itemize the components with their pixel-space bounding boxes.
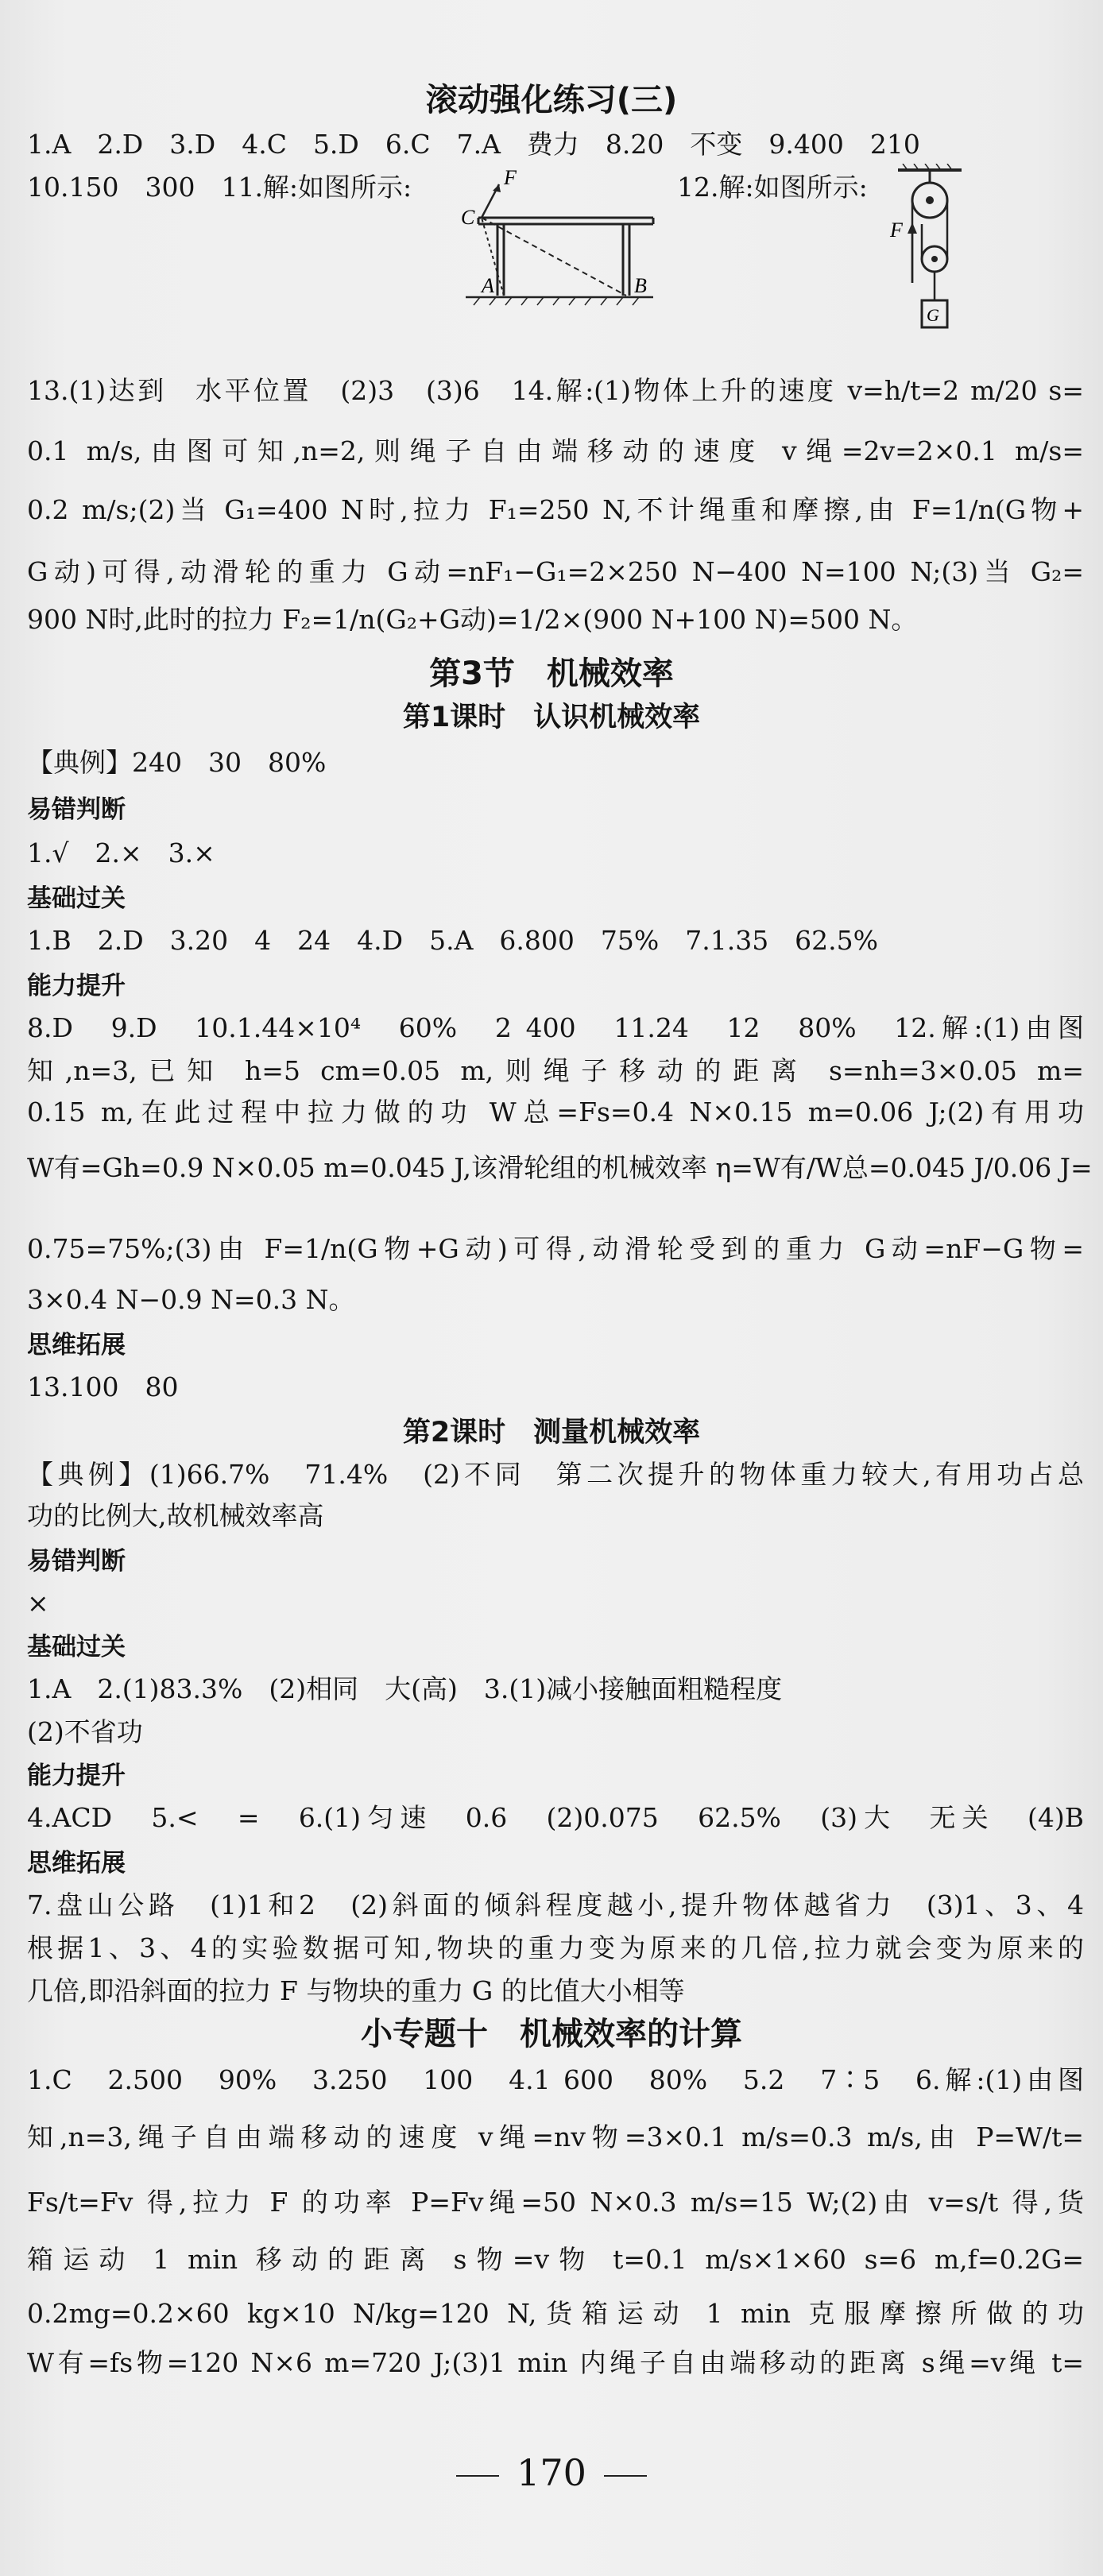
page-number: 170 bbox=[0, 2450, 1103, 2495]
topic-title: 小专题十 机械效率的计算 bbox=[361, 2016, 742, 2052]
figure-12-label-f: F bbox=[890, 219, 903, 242]
lesson-2-basics-line-1: 1.A 2.(1)83.3% (2)相同 大(高) 3.(1)减小接触面粗糙程度 bbox=[27, 1673, 783, 1704]
section-title: 第3节 机械效率 bbox=[429, 656, 674, 692]
heading-error-prone: 易错判断 bbox=[27, 795, 126, 824]
topic-line-1: 1.C 2.500 90% 3.250 100 4.1 600 80% 5.2 7∶5 6.解:(1)由图 bbox=[27, 2064, 1084, 2095]
q13-line-2: 0.1 m/s,由图可知,n=2,则绳子自由端移动的速度 v绳=2v=2×0.1 m/s= bbox=[27, 435, 1084, 466]
q13-line-1: 13.(1)达到 水平位置 (2)3 (3)6 14.解:(1)物体上升的速度 v=h/t=2 m/20 s= bbox=[27, 375, 1084, 406]
figure-11-label-f: F bbox=[504, 168, 517, 189]
heading-basics: 基础过关 bbox=[27, 884, 126, 913]
q13-line-5: 900 N时,此时的拉力 F₂=1/n(G₂+G动)=1/2×(900 N+100 N)=500 N。 bbox=[27, 604, 918, 635]
figure-12-diagram bbox=[882, 164, 969, 348]
lesson-1-basics-answers: 1.B 2.D 3.20 4 24 4.D 5.A 6.800 75% 7.1.35 62.5% bbox=[27, 925, 879, 956]
heading-thinking: 思维拓展 bbox=[27, 1331, 126, 1360]
lesson-1-thinking-answers: 13.100 80 bbox=[27, 1371, 179, 1402]
heading-thinking-2: 思维拓展 bbox=[27, 1849, 126, 1878]
heading-ability-2: 能力提升 bbox=[27, 1762, 126, 1790]
lesson-1-ability-line-1: 8.D 9.D 10.1.44×10⁴ 60% 2 400 11.24 12 80% 12.解:(1)由图 bbox=[27, 1012, 1084, 1043]
lesson-2-error-prone-answers: × bbox=[27, 1588, 49, 1619]
lesson-1-ability-line-4: W有=Gh=0.9 N×0.05 m=0.045 J,该滑轮组的机械效率 η=W有/W总=0.045 J/0.06 J= bbox=[27, 1152, 1093, 1183]
lesson-2-thinking-line-2: 根据1、3、4的实验数据可知,物块的重力变为原来的几倍,拉力就会变为原来的 bbox=[27, 1932, 1084, 1963]
figure-11-label-c: C bbox=[461, 206, 475, 229]
figure-12-label-g: G bbox=[927, 305, 939, 325]
lesson-1-error-prone-answers: 1.√ 2.× 3.× bbox=[27, 837, 215, 868]
lesson-1-ability-line-6: 3×0.4 N−0.9 N=0.3 N。 bbox=[27, 1284, 355, 1315]
answers-row-2-right: 12.解:如图所示: bbox=[677, 172, 868, 203]
lesson-1-title: 第1课时 认识机械效率 bbox=[402, 702, 701, 733]
topic-line-5: 0.2mg=0.2×60 kg×10 N/kg=120 N,货箱运动 1 min 克服摩擦所做的功 bbox=[27, 2298, 1084, 2329]
heading-rolling-practice: 滚动强化练习(三) bbox=[425, 82, 678, 118]
heading-error-prone-2: 易错判断 bbox=[27, 1547, 126, 1576]
lesson-1-ability-line-2: 知,n=3,已知 h=5 cm=0.05 m,则绳子移动的距离 s=nh=3×0.05 m= bbox=[27, 1055, 1084, 1086]
lesson-2-example-line-1: 【典例】(1)66.7% 71.4% (2)不同 第二次提升的物体重力较大,有用功占总 bbox=[27, 1459, 1084, 1490]
lesson-1-example: 【典例】240 30 80% bbox=[27, 747, 327, 778]
lesson-2-title: 第2课时 测量机械效率 bbox=[402, 1417, 701, 1449]
q13-line-3: 0.2 m/s;(2)当 G₁=400 N时,拉力 F₁=250 N,不计绳重和摩擦,由 F=1/n(G物+ bbox=[27, 494, 1084, 525]
figure-11-diagram bbox=[450, 168, 661, 310]
answers-row-2-left: 10.150 300 11.解:如图所示: bbox=[27, 172, 412, 203]
topic-line-3: Fs/t=Fv 得,拉力 F 的功率 P=Fv绳=50 N×0.3 m/s=15 W;(2)由 v=s/t 得,货 bbox=[27, 2187, 1084, 2218]
topic-line-6: W有=fs物=120 N×6 m=720 J;(3)1 min 内绳子自由端移动的距离 s绳=v绳 t= bbox=[27, 2347, 1084, 2378]
topic-line-4: 箱运动 1 min 移动的距离 s物=v物 t=0.1 m/s×1×60 s=6 m,f=0.2G= bbox=[27, 2244, 1084, 2275]
lesson-2-basics-line-2: (2)不省功 bbox=[27, 1716, 143, 1747]
lesson-2-example-line-2: 功的比例大,故机械效率高 bbox=[27, 1500, 324, 1531]
lesson-2-thinking-line-3: 几倍,即沿斜面的拉力 F 与物块的重力 G 的比值大小相等 bbox=[27, 1975, 685, 2006]
heading-basics-2: 基础过关 bbox=[27, 1633, 126, 1661]
lesson-2-ability-answers: 4.ACD 5.< = 6.(1)匀速 0.6 (2)0.075 62.5% (3)大 无关 (4)B bbox=[27, 1802, 1084, 1833]
lesson-2-thinking-line-1: 7.盘山公路 (1)1和2 (2)斜面的倾斜程度越小,提升物体越省力 (3)1、3、4 bbox=[27, 1889, 1084, 1920]
answers-row-1: 1.A 2.D 3.D 4.C 5.D 6.C 7.A 费力 8.20 不变 9.400 210 bbox=[27, 129, 920, 160]
lesson-1-ability-line-5: 0.75=75%;(3)由 F=1/n(G物+G动)可得,动滑轮受到的重力 G动=nF−G物= bbox=[27, 1233, 1084, 1264]
lesson-1-ability-line-3: 0.15 m,在此过程中拉力做的功 W总=Fs=0.4 N×0.15 m=0.06 J;(2)有用功 bbox=[27, 1097, 1084, 1127]
topic-line-2: 知,n=3,绳子自由端移动的速度 v绳=nv物=3×0.1 m/s=0.3 m/s,由 P=W/t= bbox=[27, 2122, 1084, 2152]
figure-11-label-b: B bbox=[634, 274, 647, 297]
figure-11-label-a: A bbox=[482, 274, 494, 297]
q13-line-4: G动)可得,动滑轮的重力 G动=nF₁−G₁=2×250 N−400 N=100 N;(3)当 G₂= bbox=[27, 556, 1084, 587]
heading-ability: 能力提升 bbox=[27, 972, 126, 1000]
